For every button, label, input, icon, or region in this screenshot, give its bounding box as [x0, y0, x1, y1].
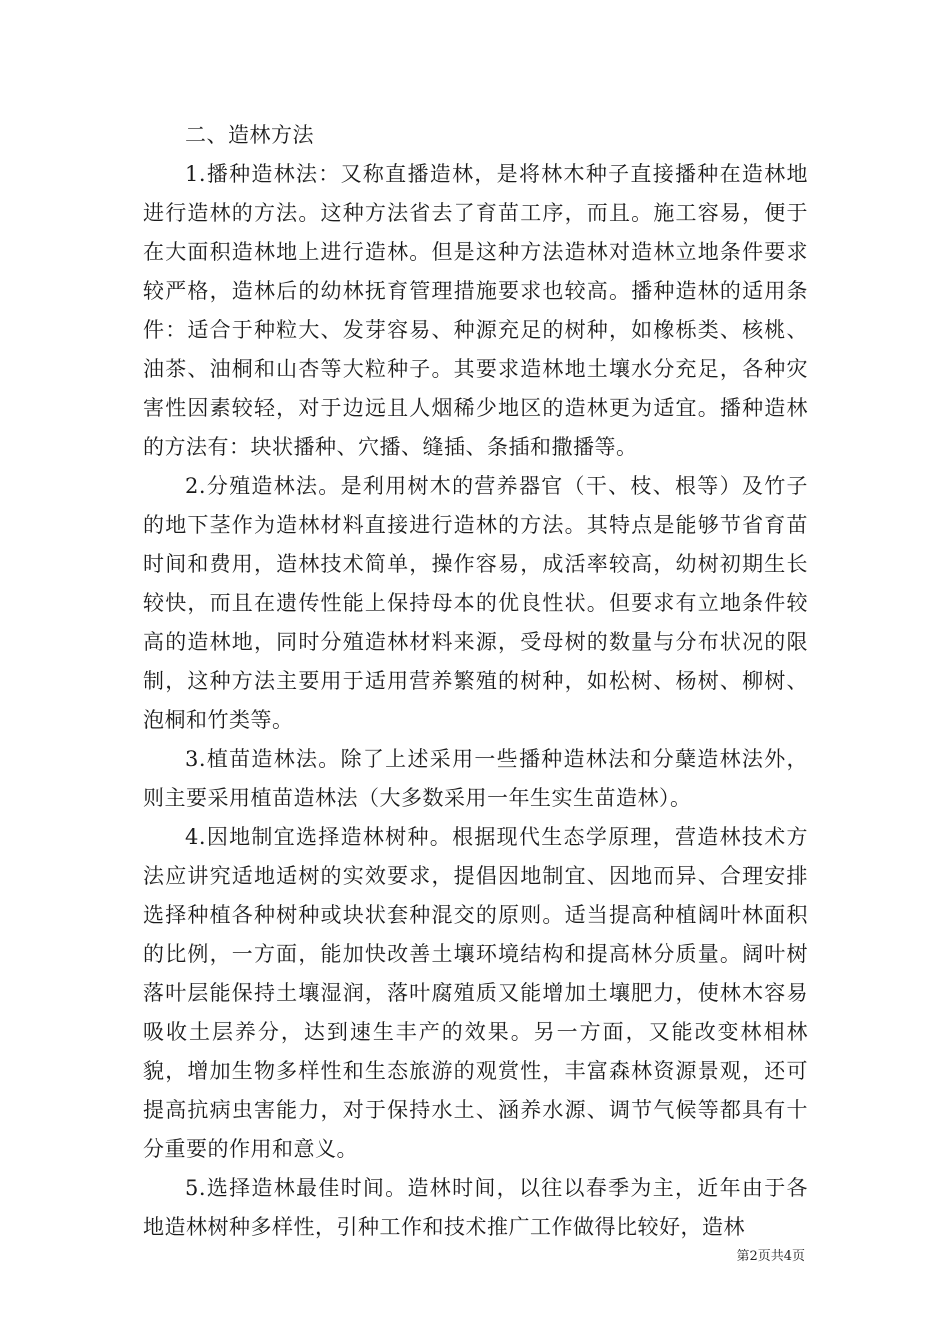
- paragraph-seedling-method: 3.植苗造林法。除了上述采用一些播种造林法和分蘖造林法外，则主要采用植苗造林法（大多数采用一年生实生苗造林）。: [143, 747, 808, 810]
- document-body: [143, 116, 808, 1247]
- paragraph-planting-time: 5.选择造林最佳时间。造林时间，以往以春季为主，近年由于各地造林树种多样性，引种工作和技术推广工作做得比较好，造林: [143, 1176, 808, 1239]
- paragraph-species-selection: 4.因地制宜选择造林树种。根据现代生态学原理，营造林技术方法应讲究适地适树的实效要求，提倡因地制宜、因地而异、合理安排选择种植各种树种或块状套种混交的原则。适当提高种植阔叶林面积的比例，一方面，能加快改善土壤环境结构和提高林分质量。阔叶树落叶层能保持土壤湿润，落叶腐殖质又能增加土壤肥力，使林木容易吸收土层养分，达到速生丰产的效果。另一方面，又能改变林相林貌，增加生物多样性和生态旅游的观赏性，丰富森林资源景观，还可提高抗病虫害能力，对于保持水土、涵养水源、调节气候等都具有十分重要的作用和意义。: [143, 825, 808, 1161]
- section-heading: 二、造林方法: [185, 123, 314, 147]
- paragraph-seeding-method: 1.播种造林法：又称直播造林，是将林木种子直接播种在造林地进行造林的方法。这种方法省去了育苗工序，而且。施工容易，便于在大面积造林地上进行造林。但是这种方法造林对造林立地条件要求较严格，造林后的幼林抚育管理措施要求也较高。播种造林的适用条件：适合于种粒大、发芽容易、种源充足的树种，如橡栎类、核桃、油茶、油桐和山杏等大粒种子。其要求造林地土壤水分充足，各种灾害性因素较轻，对于边远且人烟稀少地区的造林更为适宜。播种造林的方法有：块状播种、穴播、缝插、条插和撒播等。: [143, 162, 808, 459]
- page-number: 第2页共4页: [736, 1249, 805, 1264]
- paragraph-propagation-method: 2.分殖造林法。是利用树木的营养器官（干、枝、根等）及竹子的地下茎作为造林材料直接进行造林的方法。其特点是能够节省育苗时间和费用，造林技术简单，操作容易，成活率较高，幼树初期生长较快，而且在遗传性能上保持母本的优良性状。但要求有立地条件较高的造林地，同时分殖造林材料来源，受母树的数量与分布状况的限制，这种方法主要用于适用营养繁殖的树种，如松树、杨树、柳树、泡桐和竹类等。: [143, 474, 808, 732]
